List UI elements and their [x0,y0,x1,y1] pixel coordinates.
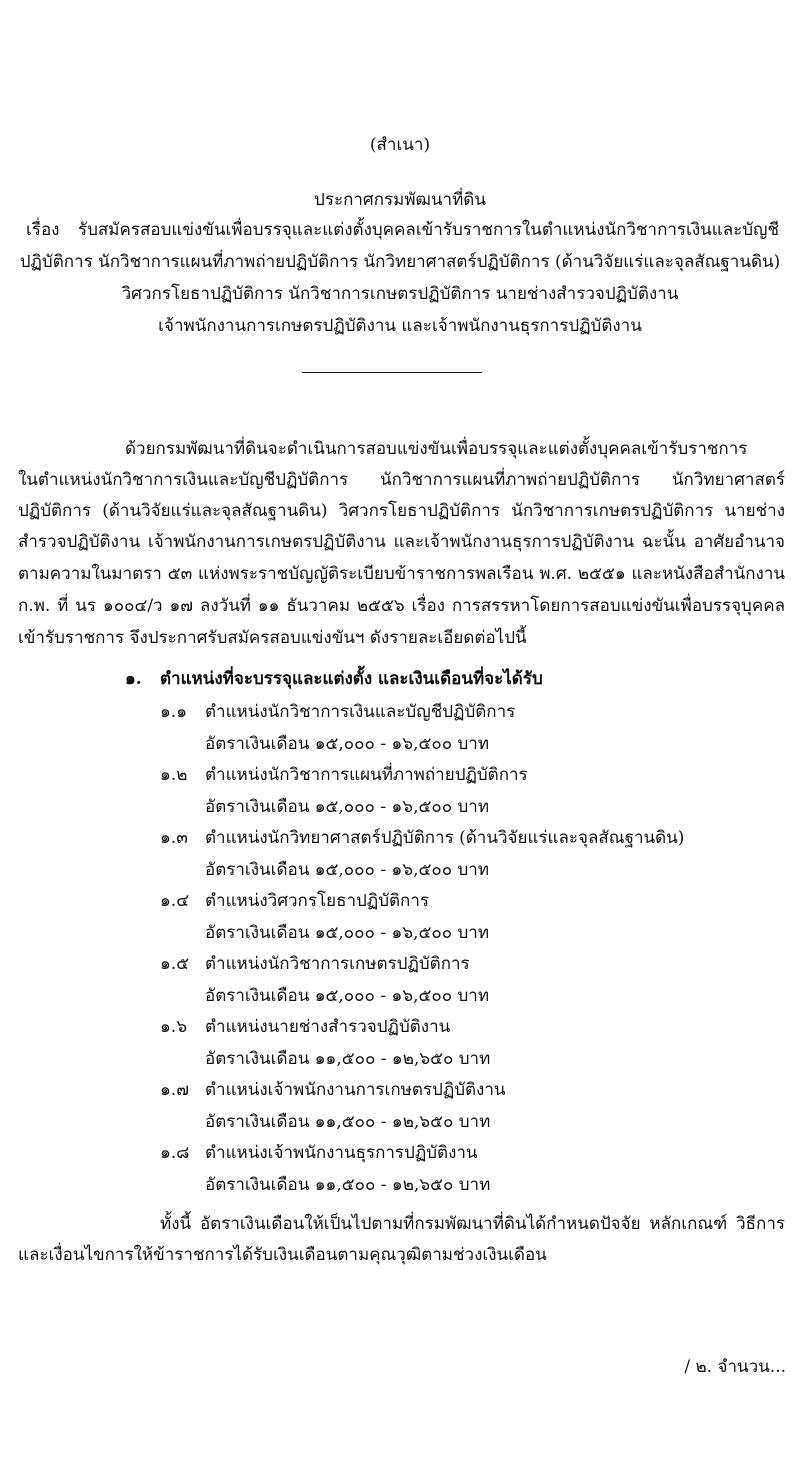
item-number: ๑.๒ [160,765,188,785]
position-name: ตำแหน่งนักวิชาการเกษตรปฏิบัติการ [205,954,470,974]
position-name: ตำแหน่งนักวิชาการแผนที่ภาพถ่ายปฏิบัติการ [205,765,528,785]
announcement-title: ประกาศกรมพัฒนาที่ดิน [314,190,486,210]
intro-line: เข้ารับราชการ จึงประกาศรับสมัครสอบแข่งขันฯ ดังรายละเอียดต่อไปนี้ [18,628,527,648]
position-name: ตำแหน่งนักวิชาการเงินและบัญชีปฏิบัติการ [205,702,516,722]
salary-range: อัตราเงินเดือน ๑๕,๐๐๐ - ๑๖,๕๐๐ บาท [205,860,490,880]
position-name: ตำแหน่งวิศวกรโยธาปฏิบัติการ [205,891,429,911]
page-continuation: / ๒. จำนวน... [684,1357,786,1377]
position-name: ตำแหน่งเจ้าพนักงานการเกษตรปฏิบัติงาน [205,1080,506,1100]
salary-range: อัตราเงินเดือน ๑๕,๐๐๐ - ๑๖,๕๐๐ บาท [205,986,490,1006]
position-name: ตำแหน่งนักวิทยาศาสตร์ปฏิบัติการ (ด้านวิจัยแร่และจุลสัณฐานดิน) [205,828,685,848]
intro-line: สำรวจปฏิบัติงาน เจ้าพนักงานการเกษตรปฏิบัติงาน และเจ้าพนักงานธุรการปฏิบัติงาน ฉะนั้น อาศัยอำนาจ [18,532,785,552]
subject-line: เจ้าพนักงานการเกษตรปฏิบัติงาน และเจ้าพนักงานธุรการปฏิบัติงาน [158,316,642,336]
intro-line: ปฏิบัติการ (ด้านวิจัยแร่และจุลสัณฐานดิน) วิศวกรโยธาปฏิบัติการ นักวิชาการเกษตรปฏิบัติการ นายช่าง [18,501,785,521]
subject-line: ปฏิบัติการ นักวิชาการแผนที่ภาพถ่ายปฏิบัติการ นักวิทยาศาสตร์ปฏิบัติการ (ด้านวิจัยแร่และจุลสัณฐานดิน) [19,252,781,272]
intro-line: ก.พ. ที่ นร ๑๐๐๔/ว ๑๗ ลงวันที่ ๑๑ ธันวาคม ๒๕๕๖ เรื่อง การสรรหาโดยการสอบแข่งขันเพื่อบรรจุบุคคล [18,596,785,616]
salary-range: อัตราเงินเดือน ๑๕,๐๐๐ - ๑๖,๕๐๐ บาท [205,797,490,817]
salary-range: อัตราเงินเดือน ๑๑,๕๐๐ - ๑๒,๖๕๐ บาท [205,1112,491,1132]
item-number: ๑.๖ [160,1017,187,1037]
salary-range: อัตราเงินเดือน ๑๑,๕๐๐ - ๑๒,๖๕๐ บาท [205,1049,491,1069]
section-number: ๑. [125,669,142,689]
section-title: ตำแหน่งที่จะบรรจุและแต่งตั้ง และเงินเดือนที่จะได้รับ [160,669,543,689]
salary-range: อัตราเงินเดือน ๑๕,๐๐๐ - ๑๖,๕๐๐ บาท [205,734,490,754]
note-line: ทั้งนี้ อัตราเงินเดือนให้เป็นไปตามที่กรมพัฒนาที่ดินได้กำหนดปัจจัย หลักเกณฑ์ วิธีการ [160,1214,785,1234]
intro-line: ด้วยกรมพัฒนาที่ดินจะดำเนินการสอบแข่งขันเพื่อบรรจุและแต่งตั้งบุคคลเข้ารับราชการ [125,439,748,459]
header-divider [302,372,482,373]
subject-line: วิศวกรโยธาปฏิบัติการ นักวิชาการเกษตรปฏิบัติการ นายช่างสำรวจปฏิบัติงาน [121,284,679,304]
item-number: ๑.๔ [160,891,190,911]
copy-mark: (สำเนา) [369,135,431,155]
salary-range: อัตราเงินเดือน ๑๑,๕๐๐ - ๑๒,๖๕๐ บาท [205,1175,491,1195]
position-name: ตำแหน่งเจ้าพนักงานธุรการปฏิบัติงาน [205,1143,478,1163]
item-number: ๑.๕ [160,954,190,974]
item-number: ๑.๘ [160,1143,190,1163]
intro-line: ตามความในมาตรา ๕๓ แห่งพระราชบัญญัติระเบียบข้าราชการพลเรือน พ.ศ. ๒๕๕๑ และหนังสือสำนักงาน [18,564,785,584]
item-number: ๑.๗ [160,1080,189,1100]
position-name: ตำแหน่งนายช่างสำรวจปฏิบัติงาน [205,1017,451,1037]
salary-range: อัตราเงินเดือน ๑๕,๐๐๐ - ๑๖,๕๐๐ บาท [205,923,490,943]
item-number: ๑.๑ [160,702,187,722]
subject-line: รับสมัครสอบแข่งขันเพื่อบรรจุและแต่งตั้งบุคคลเข้ารับราชการในตำแหน่งนักวิชาการเงินและบัญชี [78,220,780,240]
item-number: ๑.๓ [160,828,188,848]
note-line: และเงื่อนไขการให้ข้าราชการได้รับเงินเดือนตามคุณวุฒิตามช่วงเงินเดือน [18,1245,547,1265]
subject-label: เรื่อง [26,220,60,240]
intro-line: ในตำแหน่งนักวิชาการเงินและบัญชีปฏิบัติการ นักวิชาการแผนที่ภาพถ่ายปฏิบัติการ นักวิทยาศาสตร์ [18,470,785,490]
